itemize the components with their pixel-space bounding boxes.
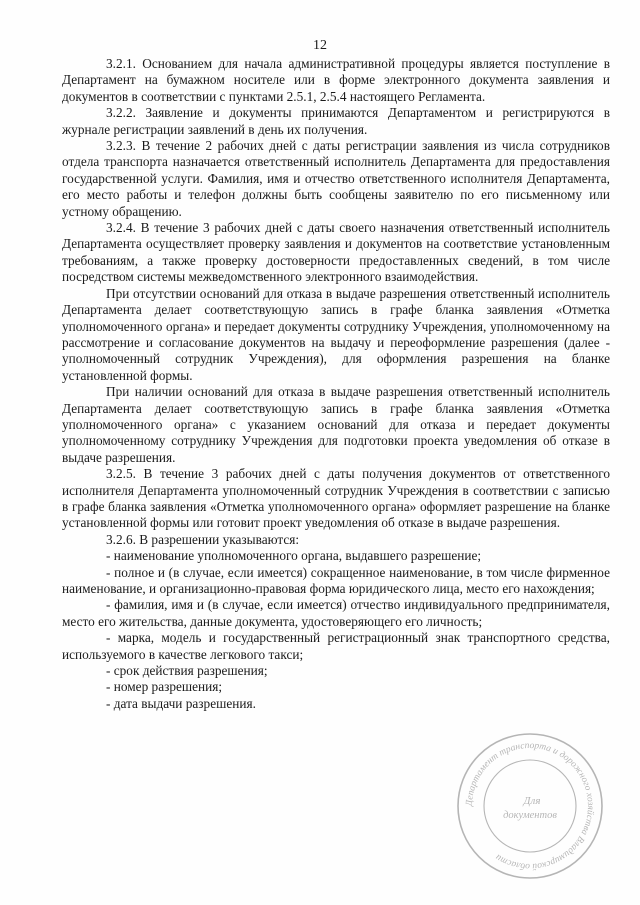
paragraph-3-2-5: 3.2.5. В течение 3 рабочих дней с даты получения документов от ответственного исполнителя Департамента уполномоченный сотрудник Учреждения в соответствии с записью в графе бланка заявления «Отметка уполномоченного органа» оформляет разрешение на бланке установленной формы или готовит проект уведомления об отказе в выдаче разрешения. [62, 466, 610, 531]
list-item: - номер разрешения; [106, 679, 223, 695]
paragraph-3-2-3: 3.2.3. В течение 2 рабочих дней с даты регистрации заявления из числа сотрудников отдела транспорта назначается ответственный исполнитель Департамента для предоставления государственной услуги. Фамилия, имя и отчество ответственного исполнителя Департамента, его место работы и телефон должны быть сообщены заявителю по его письменному или устному обращению. [62, 138, 610, 219]
paragraph-3-2-2: 3.2.2. Заявление и документы принимаются Департаментом и регистрируются в журнале регистрации заявлений в день их получения. [62, 105, 610, 137]
list-item: - наименование уполномоченного органа, выдавшего разрешение; [106, 548, 482, 564]
list-item: - марка, модель и государственный регистрационный знак транспортного средства, используемого в качестве легкового такси; [62, 630, 610, 662]
official-stamp [454, 730, 606, 882]
paragraph-3-2-1: 3.2.1. Основанием для начала административной процедуры является поступление в Департамент на бумажном носителе или в форме электронного документа заявления и документов в соответствии с пунктами 2.5.1, 2.5.4 настоящего Регламента. [62, 56, 610, 104]
list-item: - срок действия разрешения; [106, 663, 268, 679]
stamp-ring-textpath: Департамент транспорта и дорожного хозяйства Владимирской области [464, 740, 596, 872]
paragraph-3-2-4: 3.2.4. В течение 3 рабочих дней с даты своего назначения ответственный исполнитель Департамента осуществляет проверку заявления и документов на соответствие установленным требованиям, а также проверку достоверности предоставленных сведений, в том числе посредством системы межведомственного электронного взаимодействия. [62, 220, 610, 285]
paragraph-refusal: При наличии оснований для отказа в выдаче разрешения ответственный исполнитель Департамента делает соответствующую запись в графе бланка заявления «Отметка уполномоченного органа» с указанием оснований для отказа и передает документы уполномоченному сотруднику Учреждения для подготовки проекта уведомления об отказе в выдаче разрешения. [62, 384, 610, 465]
list-item: - фамилия, имя и (в случае, если имеется) отчество индивидуального предпринимателя, место его жительства, данные документа, удостоверяющего его личность; [62, 597, 610, 629]
document-body [62, 56, 610, 712]
list-item: - полное и (в случае, если имеется) сокращенное наименование, в том числе фирменное наименование, и организационно-правовая форма юридического лица, место его нахождения; [62, 564, 610, 596]
paragraph-3-2-6: 3.2.6. В разрешении указываются: [106, 531, 300, 547]
stamp-center-line2: документов [503, 810, 557, 821]
paragraph-no-refusal: При отсутствии оснований для отказа в выдаче разрешения ответственный исполнитель Департамента делает соответствующую запись в графе бланка заявления «Отметка уполномоченного органа» и передает документы сотруднику Учреждения, уполномоченному на рассмотрение и согласование документов на выдачу и переоформление разрешения (далее - уполномоченный сотрудник Учреждения), для оформления разрешения на бланке установленной формы. [62, 285, 610, 383]
stamp-center-line1: Для [523, 795, 541, 807]
page-number: 12 [313, 38, 327, 53]
list-item: - дата выдачи разрешения. [106, 695, 256, 711]
